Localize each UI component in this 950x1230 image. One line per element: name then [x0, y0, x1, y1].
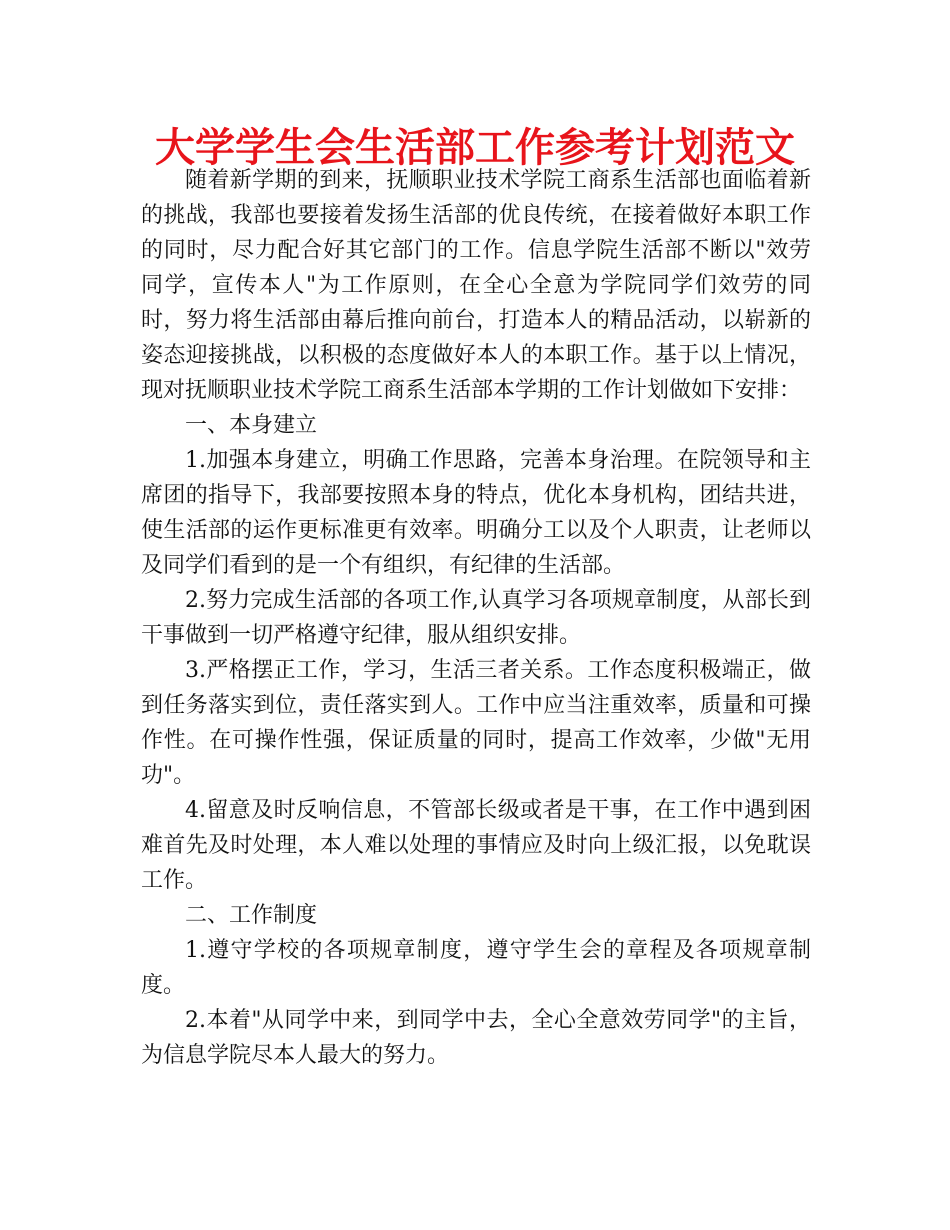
paragraph-item: 2.本着"从同学中来，到同学中去，全心全意效劳同学"的主旨，为信息学院尽本人最大的努力。 [141, 1008, 811, 1068]
paragraph-intro: 随着新学期的到来，抚顺职业技术学院工商系生活部也面临着新的挑战，我部也要接着发扬生活部的优良传统，在接着做好本职工作的同时，尽力配合好其它部门的工作。信息学院生活部不断以"效劳同学，宣传本人"为工作原则，在全心全意为学院同学们效劳的同时，努力将生活部由幕后推向前台，打造本人的精品活动，以崭新的姿态迎接挑战，以积极的态度做好本人的本职工作。基于以上情况，现对抚顺职业技术学院工商系生活部本学期的工作计划做如下安排： [141, 168, 811, 403]
paragraph-item: 4.留意及时反响信息，不管部长级或者是干事，在工作中遇到困难首先及时处理，本人难以处理的事情应及时向上级汇报，以免耽误工作。 [141, 798, 811, 893]
paragraph-item: 1.加强本身建立，明确工作思路，完善本身治理。在院领导和主席团的指导下，我部要按照本身的特点，优化本身机构，团结共进，使生活部的运作更标准更有效率。明确分工以及个人职责，让老师以及同学们看到的是一个有组织，有纪律的生活部。 [141, 448, 811, 578]
paragraph-item: 3.严格摆正工作，学习，生活三者关系。工作态度积极端正，做到任务落实到位，责任落实到人。工作中应当注重效率，质量和可操作性。在可操作性强，保证质量的同时，提高工作效率，少做"无用功"。 [141, 658, 811, 788]
paragraph-item: 2.努力完成生活部的各项工作,认真学习各项规章制度，从部长到干事做到一切严格遵守纪律，服从组织安排。 [141, 588, 811, 648]
section-heading-1: 一、本身建立 [185, 413, 318, 438]
paragraph-item: 1.遵守学校的各项规章制度，遵守学生会的章程及各项规章制度。 [141, 938, 811, 998]
document-body [141, 163, 811, 1073]
section-heading-2: 二、工作制度 [185, 903, 318, 928]
document-title: 大学学生会生活部工作参考计划范文 [155, 125, 795, 171]
